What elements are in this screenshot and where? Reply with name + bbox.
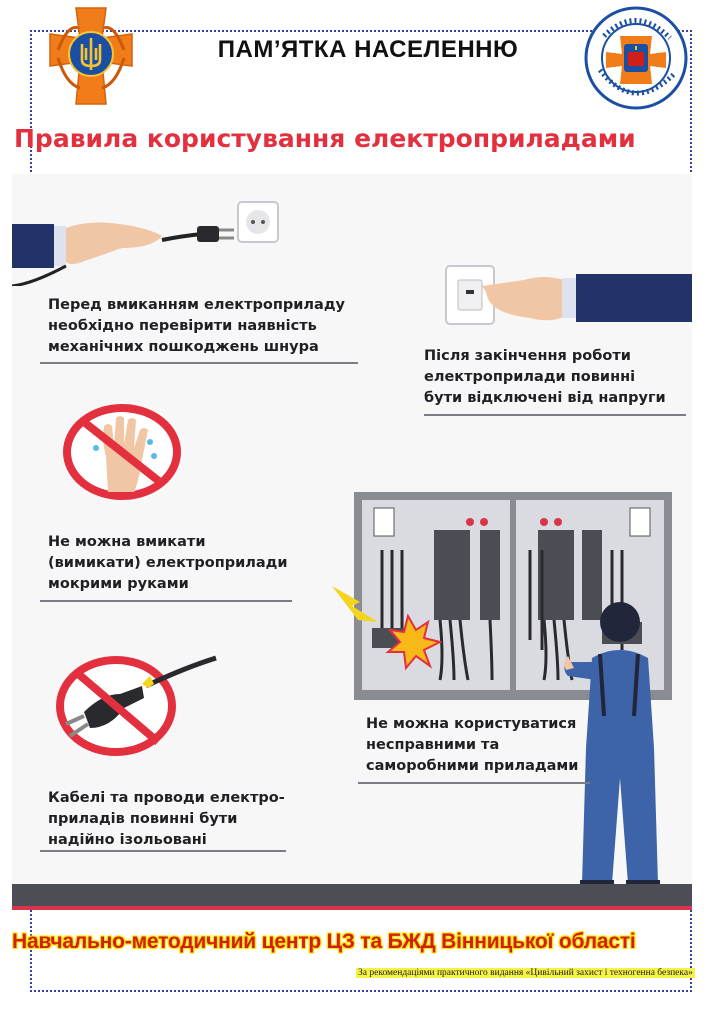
rule-1-line-1: Перед вмиканням електроприладу (48, 297, 346, 313)
rule-5-line-2: приладів повинні бути (48, 811, 238, 827)
rule-5-text (48, 788, 285, 851)
rule-2-line-3: бути відключені від напруги (424, 390, 666, 406)
rule-3-line-3: мокрими руками (48, 576, 189, 592)
civil-protection-emblem-icon (38, 4, 144, 112)
rule-3-text (48, 532, 288, 595)
poster-title: Правила користування електроприладами (14, 124, 636, 153)
poster-bottom-stripe (12, 906, 692, 910)
damaged-cable-prohibited-icon (54, 654, 220, 758)
rule-1-line-2: необхідно перевірити наявність (48, 318, 317, 334)
rule-4-line-3: саморобними приладами (366, 758, 579, 774)
rule-5-line-3: надійно ізольовані (48, 832, 207, 848)
light-switch-hand-icon (444, 262, 692, 330)
rule-2-line-1: Після закінчення роботи (424, 348, 631, 364)
rule-3-underline (40, 600, 292, 602)
rule-1-line-3: механічних пошкоджень шнура (48, 339, 319, 355)
rule-1-text (48, 295, 345, 358)
rule-3-line-2: (вимикати) електроприлади (48, 555, 288, 571)
rule-2-text (424, 346, 666, 409)
rule-2-line-2: електроприлади повинні (424, 369, 636, 385)
training-center-seal-icon (584, 4, 688, 112)
hand-plug-icon (12, 196, 282, 286)
wet-hands-prohibited-icon (62, 404, 182, 500)
poster-bottom-bar (12, 884, 692, 908)
rule-4-line-1: Не можна користуватися (366, 716, 577, 732)
source-note: За рекомендаціями практичного видання «Цивільний захист і техногенна безпека» (358, 968, 693, 978)
rule-5-line-1: Кабелі та проводи електро- (48, 790, 285, 806)
rule-2-underline (424, 414, 686, 416)
organization-name: Навчально-методичний центр ЦЗ та БЖД Вінницької області (12, 930, 636, 953)
rule-1-underline (40, 362, 358, 364)
electrician-worker-icon (562, 598, 678, 894)
rule-4-line-2: несправними та (366, 737, 500, 753)
rule-4-text (366, 714, 578, 777)
rule-5-underline (40, 850, 286, 852)
rule-4-underline (358, 782, 590, 784)
rule-3-line-1: Не можна вмикати (48, 534, 206, 550)
memo-title: ПАМ’ЯТКА НАСЕЛЕННЮ (217, 36, 519, 63)
